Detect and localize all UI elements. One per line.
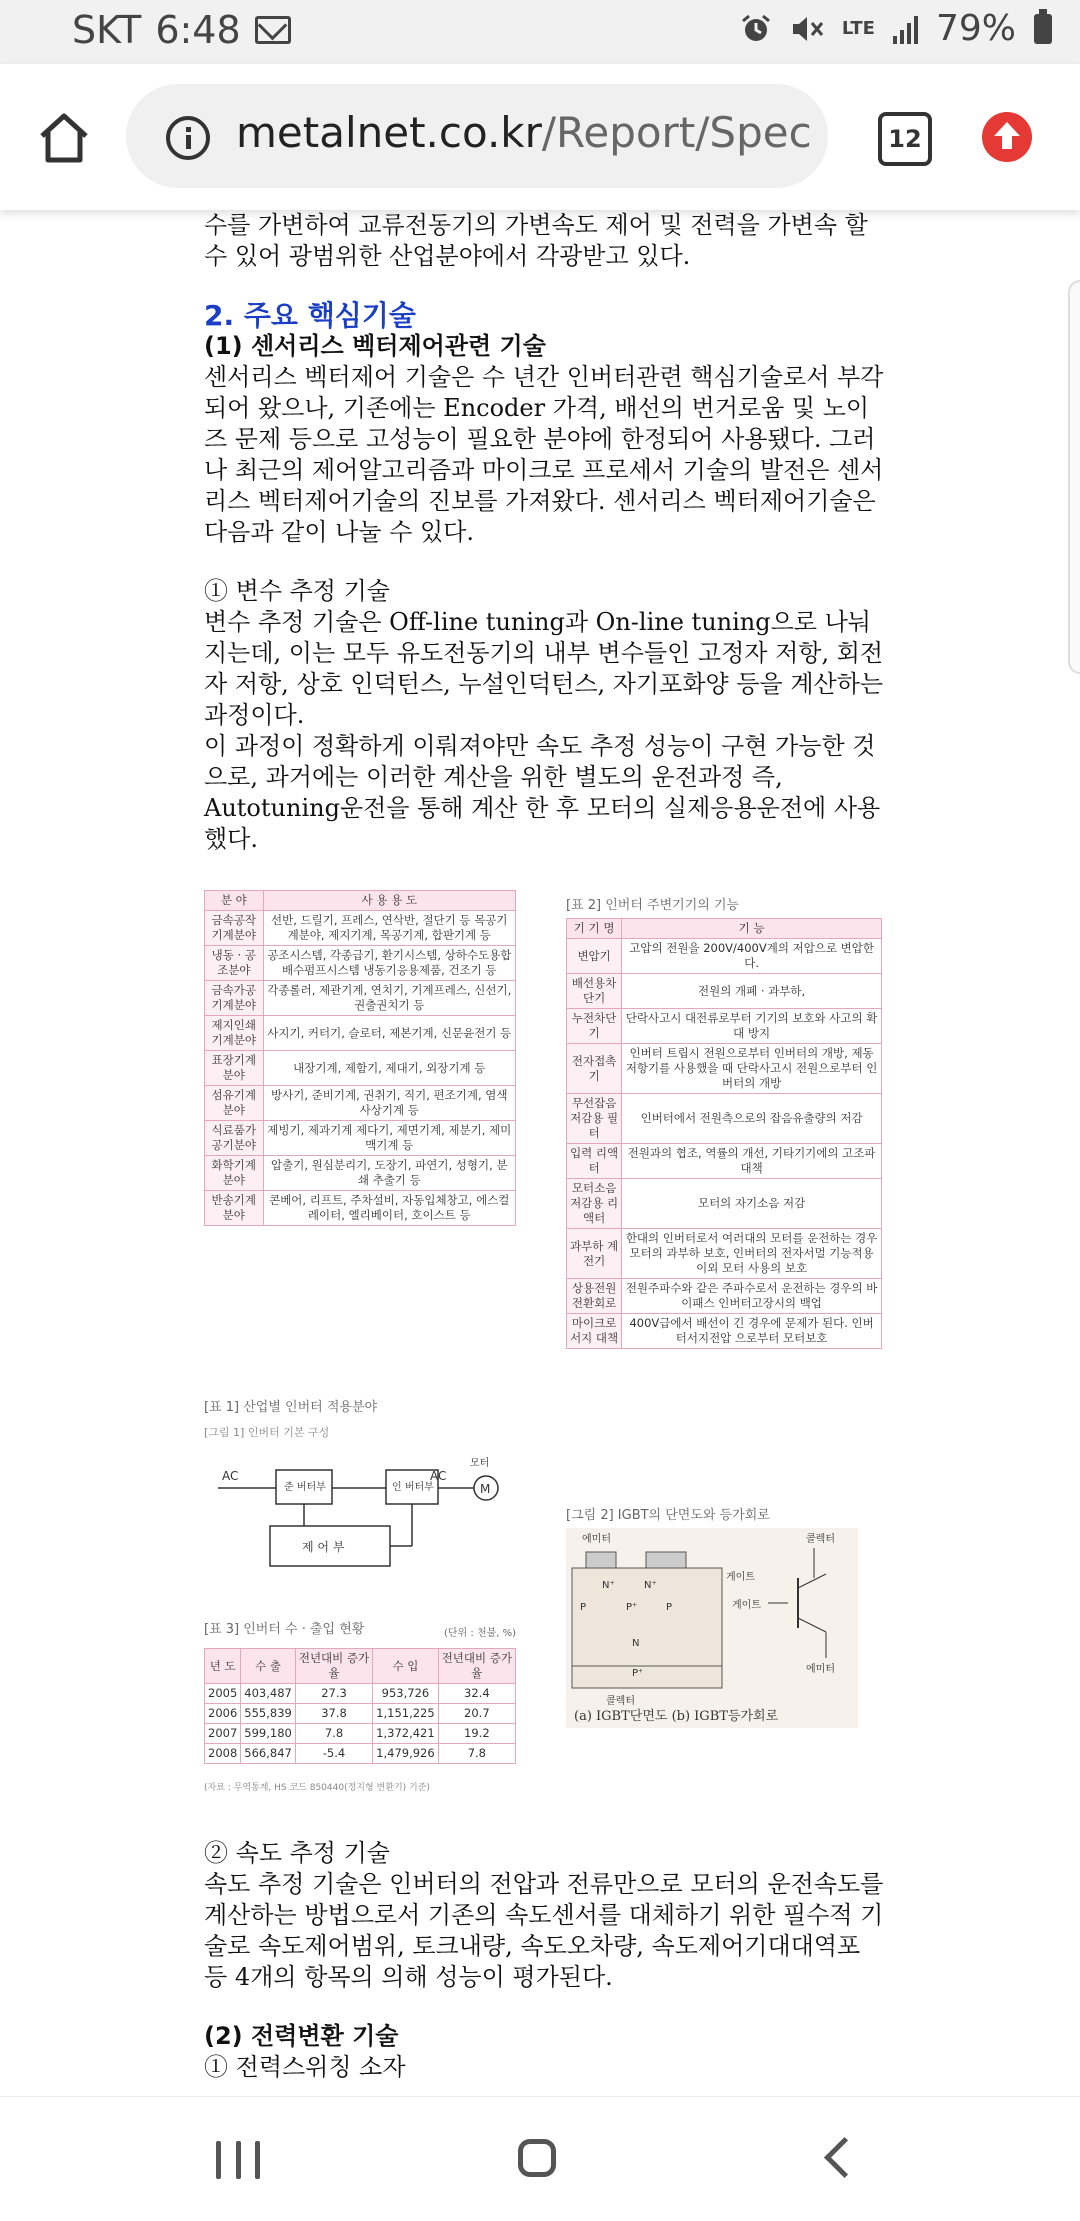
table-row: 누전차단기 단락사고시 대전류로부터 기기의 보호와 사고의 확대 방지 [567,1009,882,1044]
collector-label-a: 콜렉터 [606,1696,635,1707]
table-row: 배선용차단기 전원의 개폐 · 과부하, [567,974,882,1009]
clock: 6:48 [155,8,241,52]
table3-caption: [표 3] 인버터 수 · 출입 현황 [204,1622,365,1637]
battery-percent: 79% [935,8,1016,49]
subsection-title-1: (1) 센서리스 벡터제어관련 기술 [204,332,546,360]
ac-out-label: AC [430,1469,447,1483]
svg-text:P⁺: P⁺ [626,1602,638,1613]
motor-symbol: M [480,1482,491,1496]
igbt-bottom-label: (a) IGBT단면도 (b) IGBT등가회로 [574,1709,779,1724]
url-domain: metalnet.co.kr [236,108,542,157]
signal-icon [893,14,918,44]
converter-label: 준 버터부 [284,1482,326,1493]
network-type: LTE [841,17,875,39]
svg-text:P: P [666,1602,673,1613]
ac-in-label: AC [222,1469,239,1483]
table-row: 섬유기계분야 방사기, 준비기계, 권취기, 직기, 편조기계, 염색사상기계 등 [205,1086,516,1121]
article-content-continued [204,1838,884,2083]
update-icon[interactable] [982,112,1032,162]
igbt-diagram [566,1528,858,1728]
table-row: 2005 403,487 27.3 953,726 32.4 [205,1684,516,1704]
table1-caption: [표 1] 산업별 인버터 적용분야 [204,1400,378,1415]
inverter-label: 인 버터부 [392,1482,434,1493]
table-header: 사 용 용 도 [263,891,515,911]
table-row: 과부하 계전기 한대의 인버터로서 여러대의 모터를 운전하는 경우 모터의 과부하 보호, 인버터의 전자서멀 기능적용이외 모터 사용의 보호 [567,1229,882,1279]
svg-text:N⁺: N⁺ [644,1580,657,1591]
svg-text:N: N [632,1638,640,1649]
address-bar[interactable] [126,84,828,188]
table3-unit: (단위 : 천불, %) [444,1628,517,1639]
mail-icon [255,16,291,44]
table-row: 2006 555,839 37.8 1,151,225 20.7 [205,1704,516,1724]
info-icon[interactable] [166,116,210,160]
table-row: 제지인쇄기계분야 사지기, 커터기, 슬로터, 제본기계, 신문윤전기 등 [205,1016,516,1051]
item-body-1b: 이 과정이 정확하게 이뤄져야만 속도 추정 성능이 구현 가능한 것으로, 과거에는 이러한 계산을 위한 별도의 운전과정 즉, Autotuning운전을 통해 계산 한 후 모터의 실제응용운전에 사용했다. [204,732,881,853]
table-row: 2007 599,180 7.8 1,372,421 19.2 [205,1724,516,1744]
article-figure [204,888,884,1798]
table-row: 전자접촉기 인버터 트립시 전원으로부터 인버터의 개방, 제동저항기를 사용했을 때 단락사고시 전원으로부터 인버터의 개방 [567,1044,882,1094]
home-icon[interactable] [36,110,92,166]
table3-source: (자료 : 무역통계, HS 코드 850440(정지형 변환기) 기준) [204,1783,430,1793]
collector-label-b: 콜렉터 [806,1534,835,1545]
status-bar [0,0,1080,64]
url-path: /Report/Spec [541,108,812,157]
recents-icon[interactable] [216,2141,260,2179]
table-header: 분 야 [205,891,264,911]
table-row: 마이크로 서지 대책 400V급에서 배선이 긴 경우에 문제가 된다. 인버터서지전압 으로부터 모터보호 [567,1314,882,1349]
inverter-diagram [204,1444,514,1594]
intro-paragraph: 수를 가변하여 교류전동기의 가변속도 제어 및 전력을 가변속 할 수 있어 광범위한 산업분야에서 각광받고 있다. [204,211,868,270]
browser-toolbar [0,64,1080,210]
tabs-icon[interactable]: 12 [878,112,932,166]
igbt-caption: [그림 2] IGBT의 단면도와 등가회로 [566,1508,770,1523]
url-text[interactable] [236,108,816,157]
gate-label-b: 게이트 [732,1600,761,1611]
table-row: 냉동 · 공조분야 공조시스템, 각종급기, 환기시스템, 상하수도용합배수펌프시스템 냉동기응용제품, 건조기 등 [205,946,516,981]
section-title: 2. 주요 핵심기술 [204,299,416,332]
battery-icon [1034,14,1052,44]
table-row: 모터소음 저감용 리액터 모터의 자기소음 저감 [567,1179,882,1229]
table-row: 무선잡음저감용 필터 인버터에서 전원측으로의 잡음유출량의 저감 [567,1094,882,1144]
subsection-body-1: 센서리스 벡터제어 기술은 수 년간 인버터관련 핵심기술로서 부각되어 왔으나, 기존에는 Encoder 가격, 배선의 번거로움 및 노이즈 문제 등으로 고성능이 필요한 분야에 한정되어 사용됐다. 그러나 최근의 제어알고리즘과 마이크로 프로세서 기술의 발전은 센서리스 벡터제어기술의 진보를 가져왔다. 센서리스 벡터제어기술은 다음과 같이 나눌 수 있다. [204,363,884,546]
svg-text:N⁺: N⁺ [602,1580,615,1591]
mute-icon [790,13,824,45]
emitter-label: 에미터 [582,1534,611,1545]
item-body-1a: 변수 추정 기술은 Off-line tuning과 On-line tuning으로 나눠지는데, 이는 모두 유도전동기의 내부 변수들인 고정자 저항, 회전자 저항, 상호 인덕턴스, 누설인덕턴스, 자기포화양 등을 계산하는 과정이다. [204,608,884,729]
article-content [204,210,884,855]
table-row: 화학기계분야 압출기, 원심분리기, 도장기, 파연기, 성형기, 분쇄 추출기 등 [205,1156,516,1191]
back-icon[interactable] [824,2137,865,2178]
emitter-label-b: 에미터 [806,1664,835,1675]
table-peripherals: 기 기 명 기 능 변압기 고압의 전원을 200V/400V계의 저압으로 변압한다. 배선용차단기 전원의 개폐 · 과부하, 누전차단기 단락사고시 대전류로부터 기기의 보호와 사고의 확대 방지 전자접촉기 인버터 트립시 전원으로부터 인버터의 개방, 제동저항기를 사용했을 때 단락사고시 전원으로부터 인버터의 개방 무선잡음저감용 필터 인버터에서 전원측으로의 잡음유출량의 저감 입력 리액터 전원과의 협조, 역률의 개선, 기타기기에의 고조파 대책 모터소음 저감용 리액터 모터의 자기소음 저감 과부하 계전기 한대의 인버터로서 여러대의 모터를 운전하는 경우 모터의 과부하 보호, 인버터의 전자서멀 기능적용이외 모터 사용의 보호 상용전원 전환회로 전원주파수와 같은 주파수로서 운전하는 경우의 바이패스 인버터고장시의 백업 마이크로 서지 대책 400V급에서 배선이 긴 경우에 문제가 된다. 인버터서지전압 으로부터 모터보호 [566,918,882,1349]
table-row: 변압기 고압의 전원을 200V/400V계의 저압으로 변압한다. [567,939,882,974]
subsection-item-2-1: ① 전력스위칭 소자 [204,2053,406,2081]
item-body-2: 속도 추정 기술은 인버터의 전압과 전류만으로 모터의 운전속도를 계산하는 방법으로서 기존의 속도센서를 대체하기 위한 필수적 기술로 속도제어범위, 토크내량, 속도오차량, 속도제어기대대역포 등 4개의 항목의 의해 성능이 평가된다. [204,1870,884,1991]
table2-caption: [표 2] 인버터 주변기기의 기능 [566,898,740,913]
table-row: 입력 리액터 전원과의 협조, 역률의 개선, 기타기기에의 고조파 대책 [567,1144,882,1179]
alarm-icon [740,13,772,45]
item-title-1: ① 변수 추정 기술 [204,577,390,605]
table-row: 표장기계분야 내장기계, 제함기, 제대기, 외장기계 등 [205,1051,516,1086]
item-title-2: ② 속도 추정 기술 [204,1839,390,1867]
svg-text:P: P [580,1602,587,1613]
table-row: 식료품가공기분야 제빙기, 제과기계 제다기, 제면기계, 제분기, 제미맥기계 등 [205,1121,516,1156]
table-row: 상용전원 전환회로 전원주파수와 같은 주파수로서 운전하는 경우의 바이패스 인버터고장시의 백업 [567,1279,882,1314]
diagram-caption: [그림 1] 인버터 기본 구성 [204,1426,330,1439]
home-nav-icon[interactable] [518,2139,556,2177]
table-industry [204,890,516,1226]
svg-text:P⁺: P⁺ [632,1668,644,1679]
table-row: 금속가공기계분야 각종롤러, 제관기계, 연치기, 기계프레스, 신선기, 권출권치기 등 [205,981,516,1016]
table-row: 금속공작기계분야 선반, 드릴기, 프레스, 연삭반, 절단기 등 목공기계분야, 제지기계, 목공기계, 합판기계 등 [205,911,516,946]
table-row: 반송기계분야 콘베어, 리프트, 주차설비, 자동입체창고, 에스컬레이터, 엘리베이터, 호이스트 등 [205,1191,516,1226]
gate-label-a: 게이트 [726,1572,755,1583]
table-trade: 년 도 수 출 전년대비 증가율 수 입 전년대비 증가율 2005 403,487 27.3 953,726 32.4 2006 555,839 37.8 1,151,225 20.7 2007 599,180 7.8 1,372,421 19.2 2008 566,847 -5.4 1,479,926 7.8 [204,1648,516,1764]
motor-caption: 모터 [470,1458,490,1469]
carrier: SKT [72,8,142,52]
system-nav-bar [0,2096,1080,2221]
scroll-handle[interactable] [1068,280,1080,674]
control-label: 제 어 부 [302,1540,345,1554]
subsection-title-2: (2) 전력변환 기술 [204,2022,399,2050]
table-row: 2008 566,847 -5.4 1,479,926 7.8 [205,1744,516,1764]
